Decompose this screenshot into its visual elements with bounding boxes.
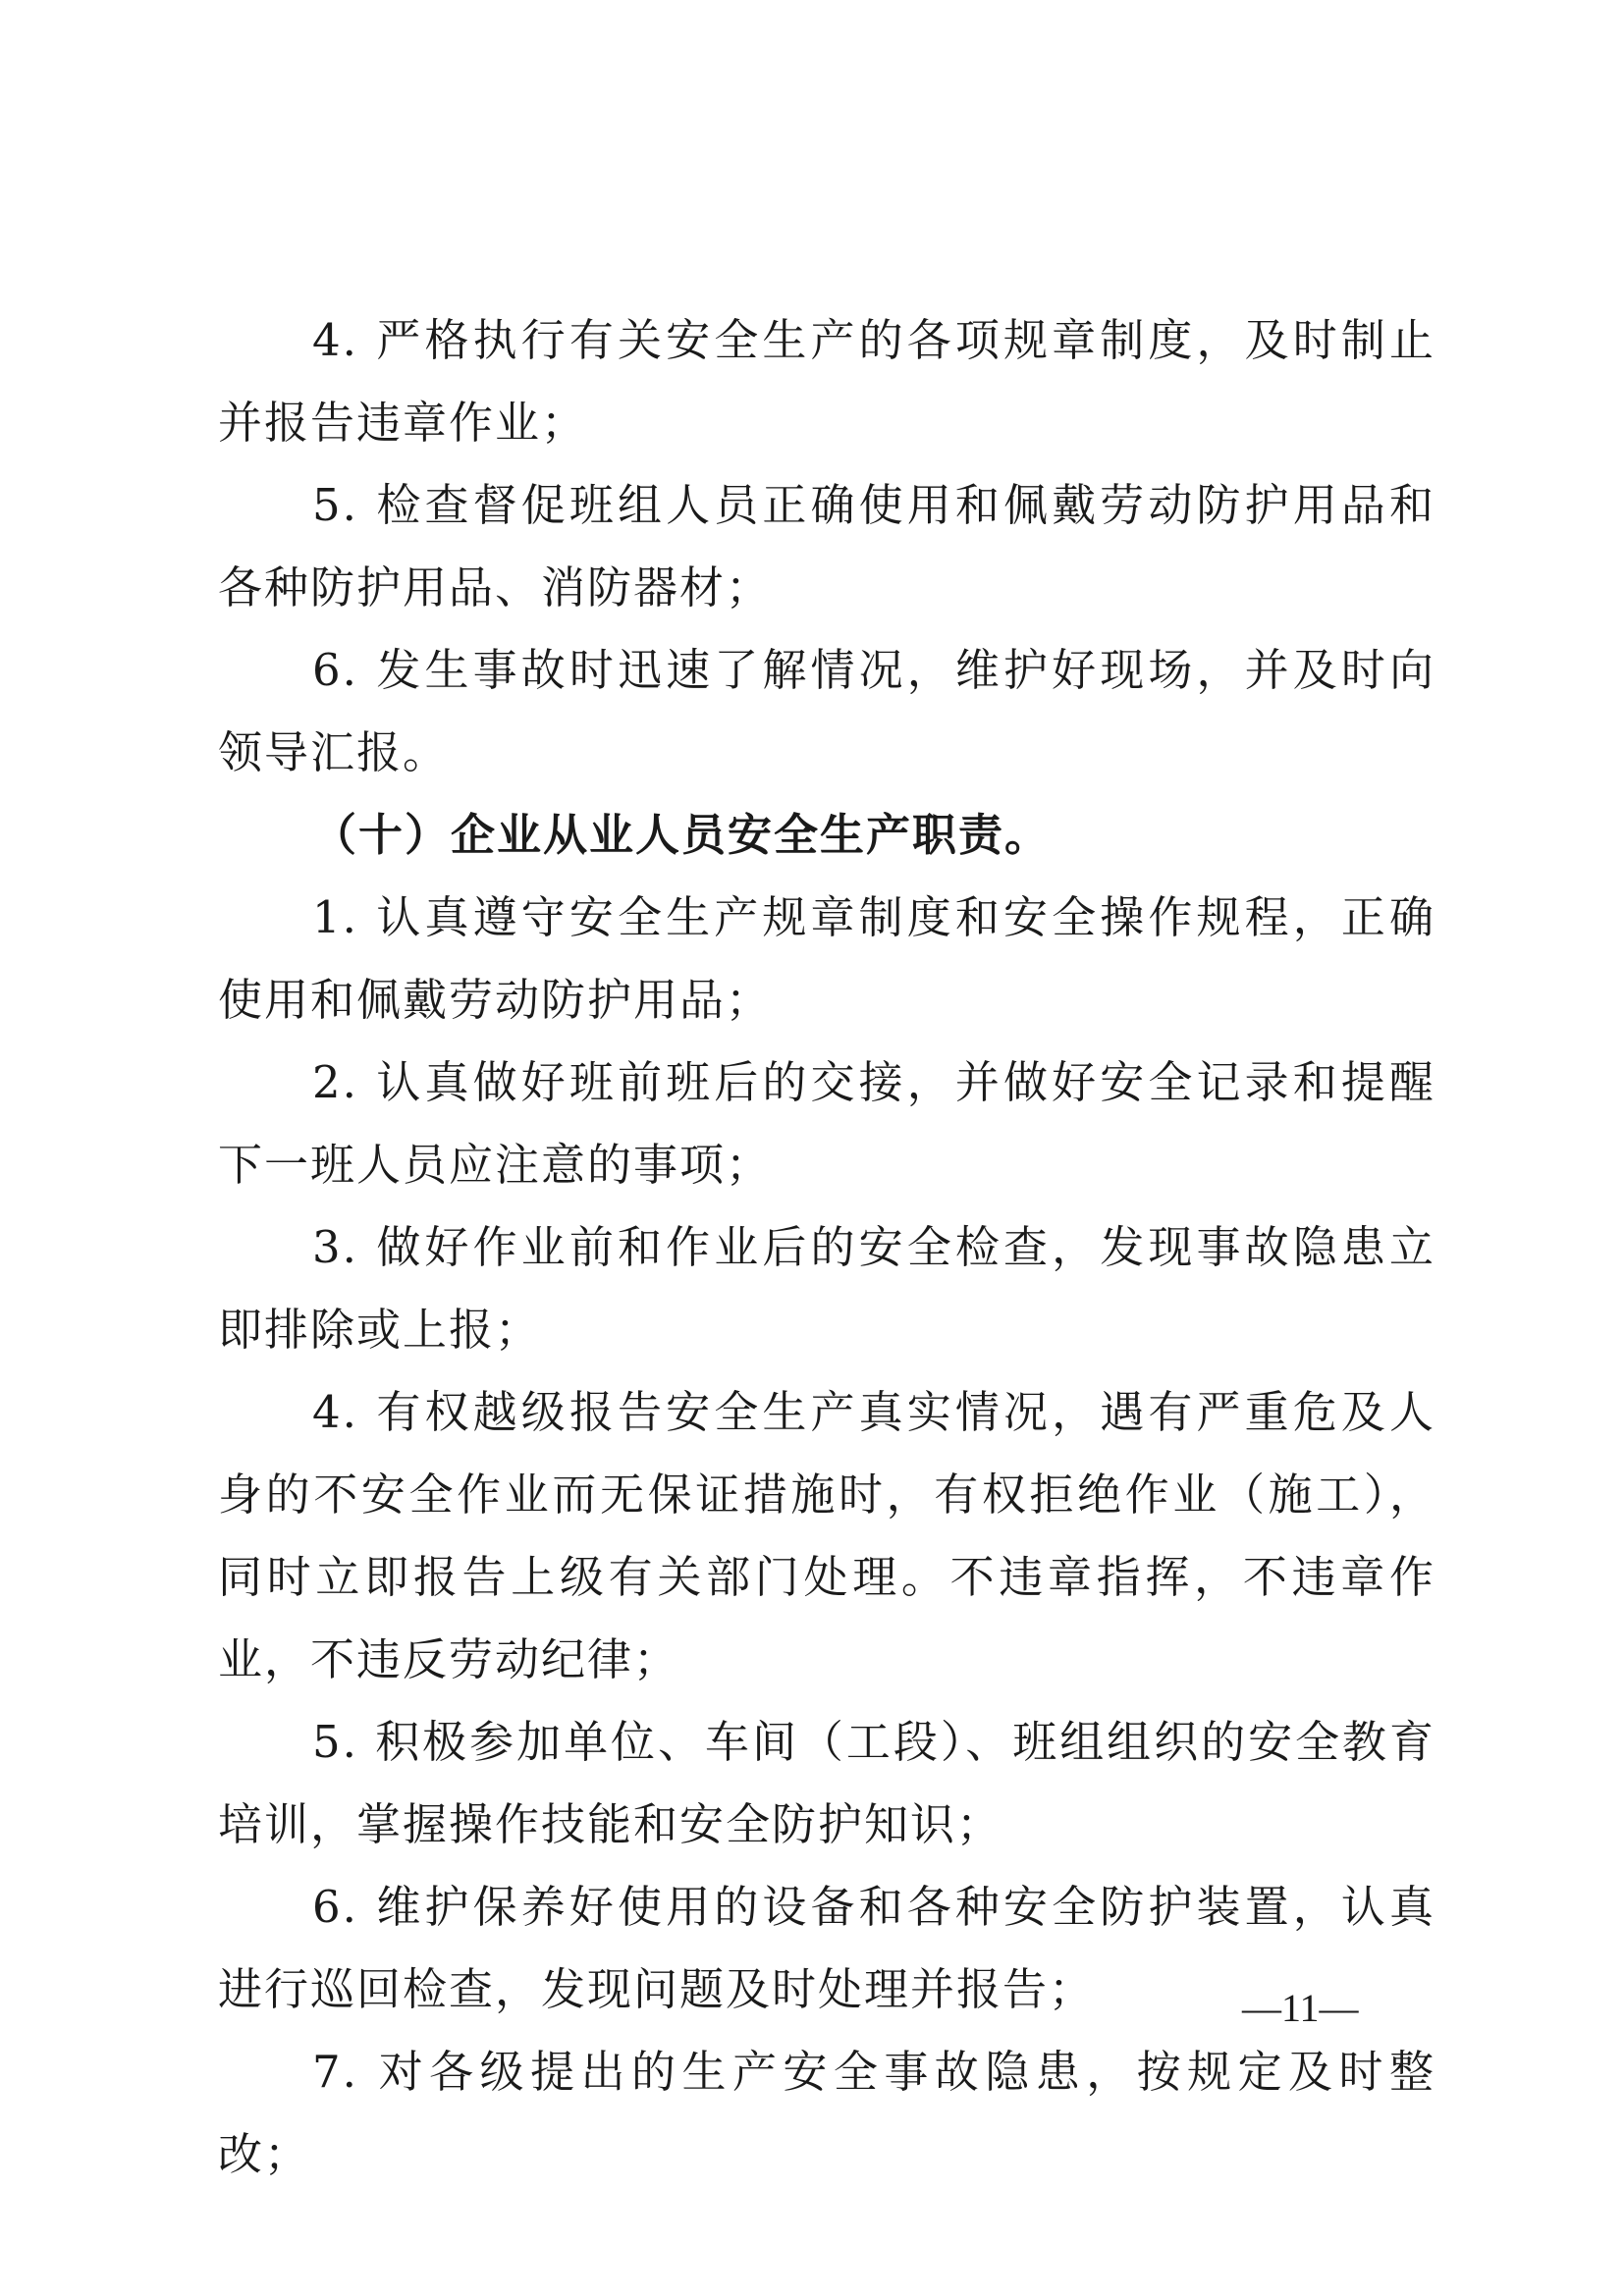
document-body [218, 299, 1435, 2196]
paragraph-item-4b: 4. 有权越级报告安全生产真实情况，遇有严重危及人身的不安全作业而无保证措施时，有权拒绝作业（施工），同时立即报告上级有关部门处理。不违章指挥，不违章作业，不违反劳动纪律； [218, 1386, 1435, 1685]
paragraph-item-4: 4. 严格执行有关安全生产的各项规章制度，及时制止并报告违章作业； [218, 314, 1435, 449]
paragraph-item-5b: 5. 积极参加单位、车间（工段）、班组组织的安全教育培训，掌握操作技能和安全防护知识； [218, 1716, 1435, 1850]
paragraph-item-5: 5. 检查督促班组人员正确使用和佩戴劳动防护用品和各种防护用品、消防器材； [218, 479, 1435, 614]
paragraph-item-3: 3. 做好作业前和作业后的安全检查，发现事故隐患立即排除或上报； [218, 1221, 1435, 1356]
paragraph-item-6: 6. 发生事故时迅速了解情况，维护好现场，并及时向领导汇报。 [218, 644, 1435, 778]
paragraph-item-1: 1. 认真遵守安全生产规章制度和安全操作规程，正确使用和佩戴劳动防护用品； [218, 891, 1435, 1026]
page-number: —11— [1242, 1986, 1359, 2030]
paragraph-item-7: 7. 对各级提出的生产安全事故隐患，按规定及时整改； [218, 2046, 1435, 2180]
paragraph-item-6b: 6. 维护保养好使用的设备和各种安全防护装置，认真进行巡回检查，发现问题及时处理并报告； [218, 1881, 1435, 2015]
paragraph-item-2: 2. 认真做好班前班后的交接，并做好安全记录和提醒下一班人员应注意的事项； [218, 1056, 1435, 1191]
section-heading: （十）企业从业人员安全生产职责。 [312, 809, 1052, 861]
